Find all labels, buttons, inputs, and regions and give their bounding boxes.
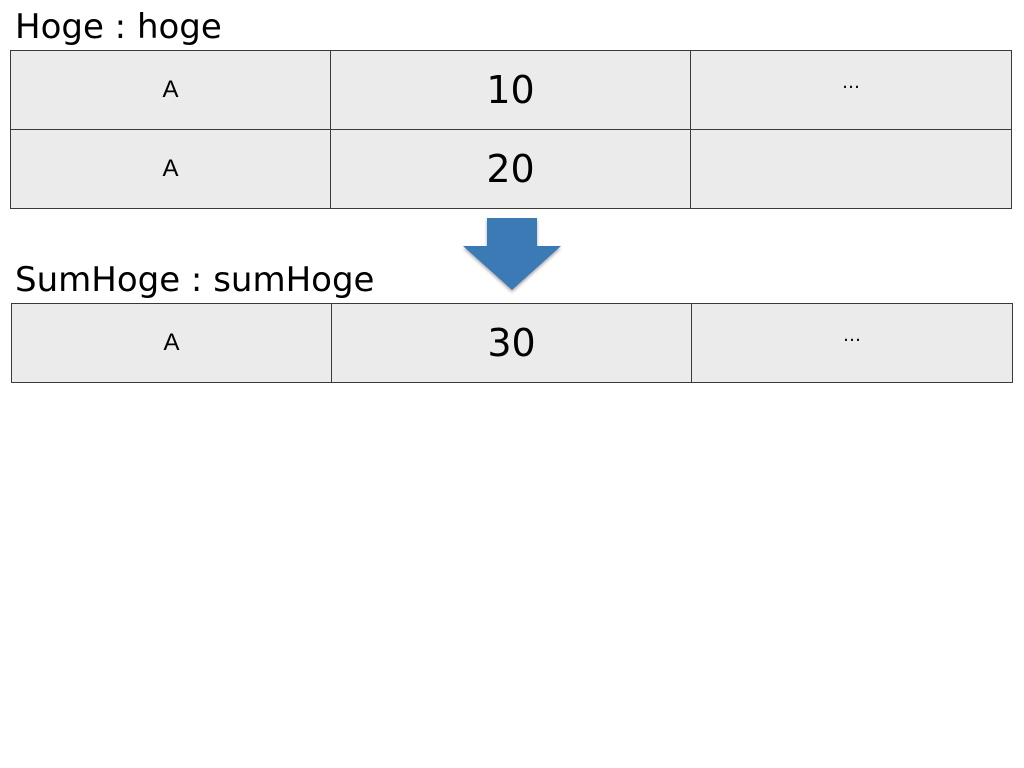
ellipsis-text: … xyxy=(843,324,861,346)
key-cell xyxy=(12,304,332,383)
more-cell xyxy=(692,304,1013,383)
value-text: 30 xyxy=(487,321,536,365)
result-table-title: SumHoge : sumHoge xyxy=(15,260,375,300)
down-arrow-icon xyxy=(460,216,564,296)
value-cell xyxy=(331,51,691,130)
key-cell xyxy=(11,51,331,130)
more-cell xyxy=(691,51,1012,130)
source-table-title: Hoge : hoge xyxy=(15,7,222,47)
key-text: A xyxy=(162,76,179,103)
key-text: A xyxy=(163,329,180,356)
value-text: 20 xyxy=(486,147,535,191)
table-row xyxy=(11,130,1012,209)
ellipsis-text: … xyxy=(842,71,860,93)
value-cell xyxy=(332,304,692,383)
source-table xyxy=(10,50,1012,209)
table-row xyxy=(11,51,1012,130)
down-arrow-shape xyxy=(463,218,561,290)
key-cell xyxy=(11,130,331,209)
result-table xyxy=(11,303,1013,383)
value-text: 10 xyxy=(486,68,535,112)
key-text: A xyxy=(162,155,179,182)
value-cell xyxy=(331,130,691,209)
more-cell xyxy=(691,130,1012,209)
table-row xyxy=(12,304,1013,383)
